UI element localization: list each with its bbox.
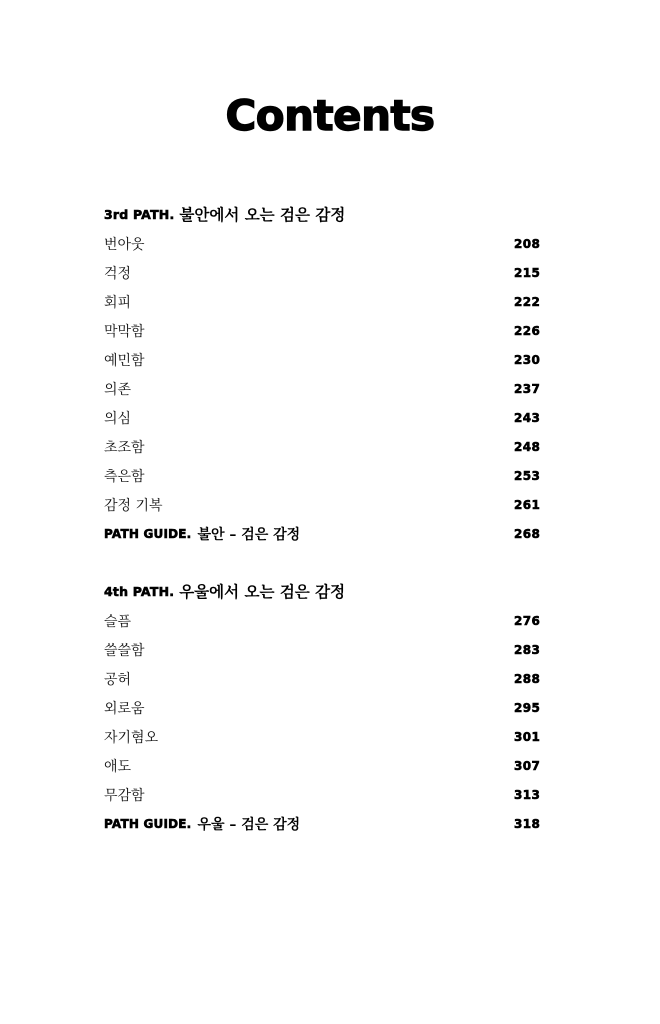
toc-entry[interactable] [104, 635, 544, 664]
toc-guide-entry[interactable] [104, 519, 544, 548]
section-heading [104, 199, 544, 229]
toc-entry[interactable] [104, 403, 544, 432]
entry-label: 자기혐오 [104, 729, 159, 746]
path-label: 4th PATH. [104, 583, 175, 599]
toc-entry[interactable] [104, 432, 544, 461]
entry-page-number: 222 [514, 294, 541, 309]
entry-page-number: 253 [514, 468, 541, 483]
entry-page-number: 261 [514, 497, 541, 512]
entry-label: 측은함 [104, 468, 145, 485]
entry-label: 예민함 [104, 352, 145, 369]
toc-entry[interactable] [104, 316, 544, 345]
toc-entry[interactable] [104, 722, 544, 751]
entry-page-number: 295 [514, 700, 541, 715]
toc-section-3rd-path [104, 199, 544, 548]
entry-page-number: 226 [514, 323, 541, 338]
entry-label: 번아웃 [104, 236, 145, 253]
entry-page-number: 268 [514, 526, 541, 541]
toc-entry[interactable] [104, 461, 544, 490]
entry-label: 공허 [104, 671, 132, 688]
entry-page-number: 318 [514, 816, 541, 831]
entry-page-number: 283 [514, 642, 541, 657]
section-title: 우울에서 오는 검은 감정 [179, 582, 346, 601]
entry-label: 의존 [104, 381, 132, 398]
entry-page-number: 307 [514, 758, 541, 773]
toc-entry[interactable] [104, 229, 544, 258]
entry-page-number: 243 [514, 410, 541, 425]
entry-label: 걱정 [104, 265, 132, 282]
entry-page-number: 215 [514, 265, 541, 280]
entry-label: 회피 [104, 294, 132, 311]
entry-label: 감정 기복 [104, 497, 163, 514]
guide-title: 불안 – 검은 감정 [197, 526, 301, 543]
toc-entry[interactable] [104, 490, 544, 519]
entry-page-number: 288 [514, 671, 541, 686]
toc-entry[interactable] [104, 345, 544, 374]
guide-label: PATH GUIDE. [104, 816, 192, 831]
entry-page-number: 301 [514, 729, 541, 744]
guide-label: PATH GUIDE. [104, 526, 192, 541]
entry-page-number: 313 [514, 787, 541, 802]
entry-label: 쓸쓸함 [104, 642, 145, 659]
toc-entry[interactable] [104, 780, 544, 809]
guide-line [104, 524, 300, 544]
toc-section-4th-path [104, 576, 544, 838]
entry-label: 초조함 [104, 439, 145, 456]
toc-entry[interactable] [104, 287, 544, 316]
guide-line [104, 814, 300, 834]
entry-label: 막막함 [104, 323, 145, 340]
entry-page-number: 237 [514, 381, 541, 396]
toc-guide-entry[interactable] [104, 809, 544, 838]
section-title: 불안에서 오는 검은 감정 [179, 205, 346, 224]
guide-title: 우울 – 검은 감정 [197, 816, 301, 833]
entry-page-number: 248 [514, 439, 541, 454]
section-heading [104, 576, 544, 606]
path-label: 3rd PATH. [104, 206, 175, 222]
entry-page-number: 230 [514, 352, 541, 367]
toc-entry[interactable] [104, 664, 544, 693]
toc-entry[interactable] [104, 751, 544, 780]
page-title: Contents [225, 91, 435, 141]
entry-page-number: 208 [514, 236, 541, 251]
toc-entry[interactable] [104, 374, 544, 403]
entry-label: 의심 [104, 410, 132, 427]
entry-page-number: 276 [514, 613, 541, 628]
toc-entry[interactable] [104, 258, 544, 287]
entry-label: 애도 [104, 758, 132, 775]
entry-label: 무감함 [104, 787, 145, 804]
entry-label: 외로움 [104, 700, 145, 717]
toc-entry[interactable] [104, 693, 544, 722]
toc-entry[interactable] [104, 606, 544, 635]
entry-label: 슬픔 [104, 613, 132, 630]
